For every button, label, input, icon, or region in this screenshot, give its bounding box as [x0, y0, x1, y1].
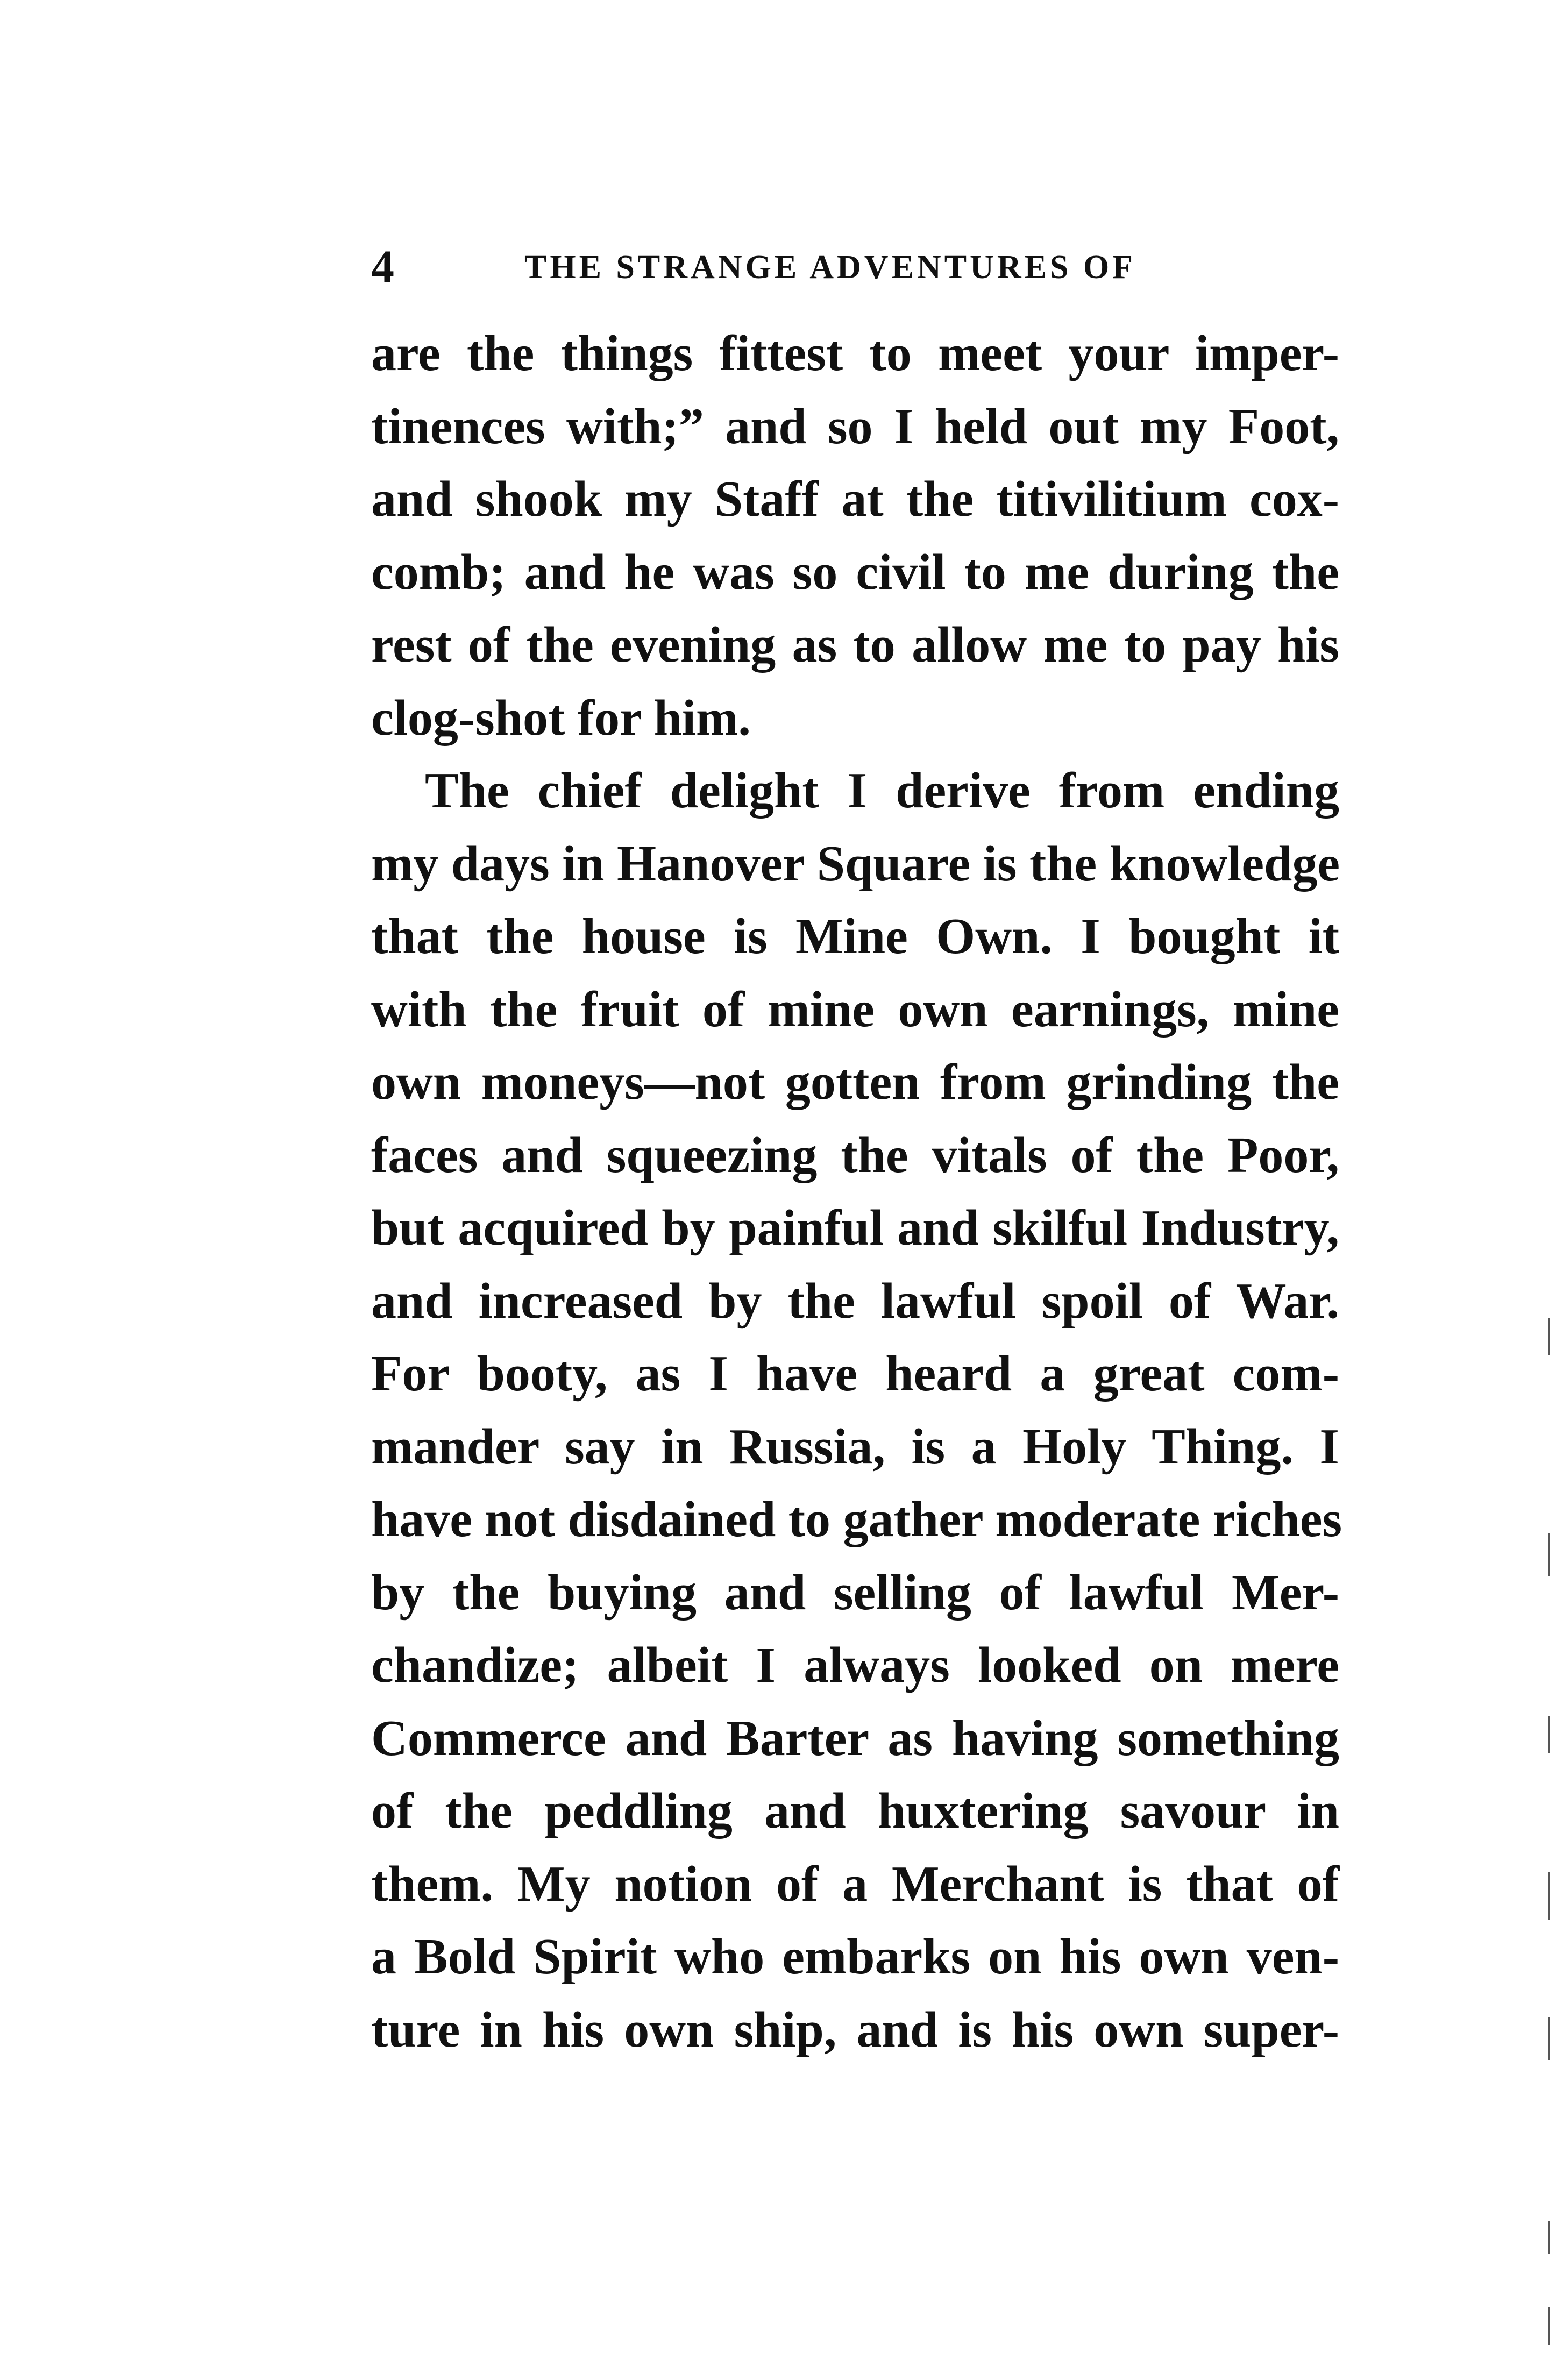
scan-mark	[1548, 2307, 1550, 2345]
text-line: ture in his own ship, and is his own super-	[371, 2001, 1339, 2058]
text-line: tinences with;” and so I held out my Foot,	[371, 398, 1339, 454]
running-head-title: THE STRANGE ADVENTURES OF	[524, 249, 1136, 286]
scan-mark	[1548, 1872, 1550, 1920]
text-line: Commerce and Barter as having something	[371, 1710, 1339, 1766]
scan-mark	[1548, 1533, 1550, 1576]
text-line: them. My notion of a Merchant is that of	[371, 1856, 1339, 1912]
text-line: chandize; albeit I always looked on mere	[371, 1637, 1339, 1693]
scan-mark	[1548, 2221, 1550, 2254]
text-line: and increased by the lawful spoil of War.	[371, 1273, 1339, 1329]
body-text	[371, 317, 1342, 2066]
running-head	[371, 237, 1350, 301]
text-line: are the things fittest to meet your imper-	[371, 325, 1339, 381]
text-line: mander say in Russia, is a Holy Thing. I	[371, 1418, 1339, 1475]
text-line: rest of the evening as to allow me to pay his	[371, 617, 1339, 673]
text-line: own moneys—not gotten from grinding the	[371, 1054, 1339, 1110]
text-line: a Bold Spirit who embarks on his own ven-	[371, 1929, 1339, 1985]
text-line: but acquired by painful and skilful Industry,	[371, 1200, 1339, 1256]
text-line: that the house is Mine Own. I bought it	[371, 908, 1339, 964]
scan-edge-marks	[1548, 1318, 1551, 2367]
text-line: have not disdained to gather moderate riches	[371, 1491, 1342, 1547]
scan-mark	[1548, 1318, 1550, 1355]
text-line: and shook my Staff at the titivilitium cox-	[371, 471, 1339, 527]
paragraph-end-line: clog-shot for him.	[371, 690, 751, 746]
paragraph-start-line: The chief delight I derive from ending	[425, 763, 1339, 819]
scan-mark	[1548, 1716, 1550, 1753]
text-line: my days in Hanover Square is the knowledge	[371, 835, 1340, 892]
page-number: 4	[371, 240, 394, 292]
text-line: of the peddling and huxtering savour in	[371, 1783, 1339, 1839]
text-line: with the fruit of mine own earnings, mine	[371, 981, 1339, 1038]
text-line: by the buying and selling of lawful Mer-	[371, 1564, 1339, 1621]
text-line: For booty, as I have heard a great com-	[371, 1346, 1339, 1402]
scan-mark	[1548, 2017, 1550, 2060]
text-line: comb; and he was so civil to me during the	[371, 544, 1339, 600]
text-line: faces and squeezing the vitals of the Poor,	[371, 1127, 1339, 1183]
